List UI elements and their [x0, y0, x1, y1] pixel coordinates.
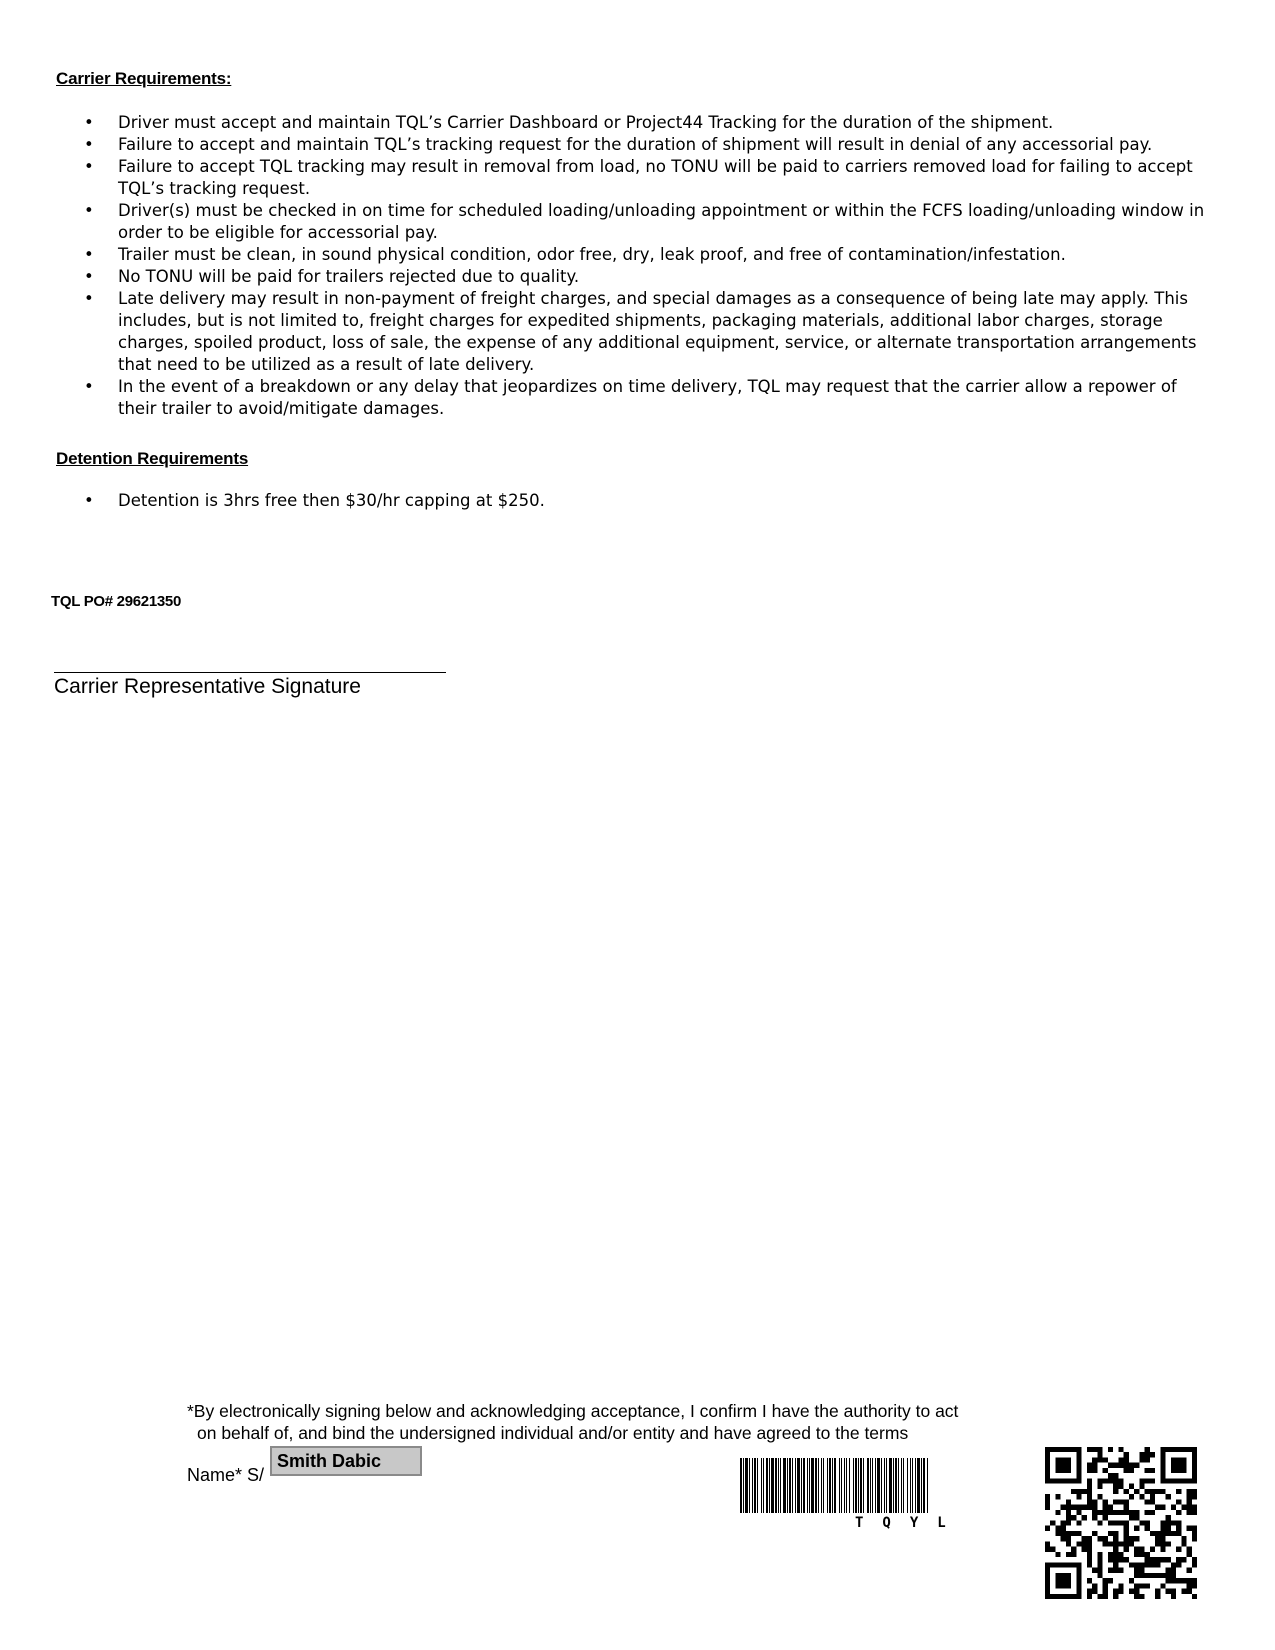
- acknowledgement-line-1: *By electronically signing below and acknowledging acceptance, I confirm I have the authority to act: [187, 1401, 959, 1421]
- list-item: • Failure to accept TQL tracking may result in removal from load, no TONU will be paid to carriers removed load for failing to accept TQL’s tracking request.: [84, 156, 1206, 200]
- barcode-caption: TQYL: [855, 1515, 965, 1531]
- list-item: • Driver must accept and maintain TQL’s Carrier Dashboard or Project44 Tracking for the duration of the shipment.: [84, 112, 1206, 134]
- po-number: TQL PO# 29621350: [51, 593, 182, 610]
- signature-label: Carrier Representative Signature: [54, 675, 361, 698]
- list-item: • In the event of a breakdown or any delay that jeopardizes on time delivery, TQL may request that the carrier allow a repower of their trailer to avoid/mitigate damages.: [84, 376, 1206, 420]
- barcode-icon: [740, 1458, 1023, 1518]
- list-item: • Failure to accept and maintain TQL’s tracking request for the duration of shipment will result in denial of any accessorial pay.: [84, 134, 1206, 156]
- acknowledgement-line-2: on behalf of, and bind the undersigned individual and/or entity and have agreed to the terms: [197, 1423, 909, 1443]
- carrier-requirements-heading: Carrier Requirements:: [56, 69, 232, 88]
- name-signature-field[interactable]: Smith Dabic: [270, 1446, 422, 1476]
- list-item: • Trailer must be clean, in sound physical condition, odor free, dry, leak proof, and free of contamination/infestation.: [84, 244, 1206, 266]
- name-label: Name* S/: [187, 1465, 265, 1485]
- list-item: • No TONU will be paid for trailers rejected due to quality.: [84, 266, 1206, 288]
- detention-requirements-heading: Detention Requirements: [56, 449, 249, 468]
- acknowledgement-text: [187, 1400, 1047, 1444]
- carrier-requirements-list: [84, 112, 1206, 420]
- signature-line: [54, 672, 446, 673]
- list-item: • Driver(s) must be checked in on time for scheduled loading/unloading appointment or within the FCFS loading/unloading window in order to be eligible for accessorial pay.: [84, 200, 1206, 244]
- qr-code-icon: [1045, 1447, 1197, 1599]
- list-item: • Late delivery may result in non-payment of freight charges, and special damages as a consequence of being late may apply. This includes, but is not limited to, freight charges for expedited shipments, packaging materials, additional labor charges, storage charges, spoiled product, loss of sale, the expense of any additional equipment, service, or alternate transportation arrangements that need to be utilized as a result of late delivery.: [84, 288, 1206, 376]
- detention-requirements-list: [84, 490, 1206, 512]
- list-item: • Detention is 3hrs free then $30/hr capping at $250.: [84, 490, 1206, 512]
